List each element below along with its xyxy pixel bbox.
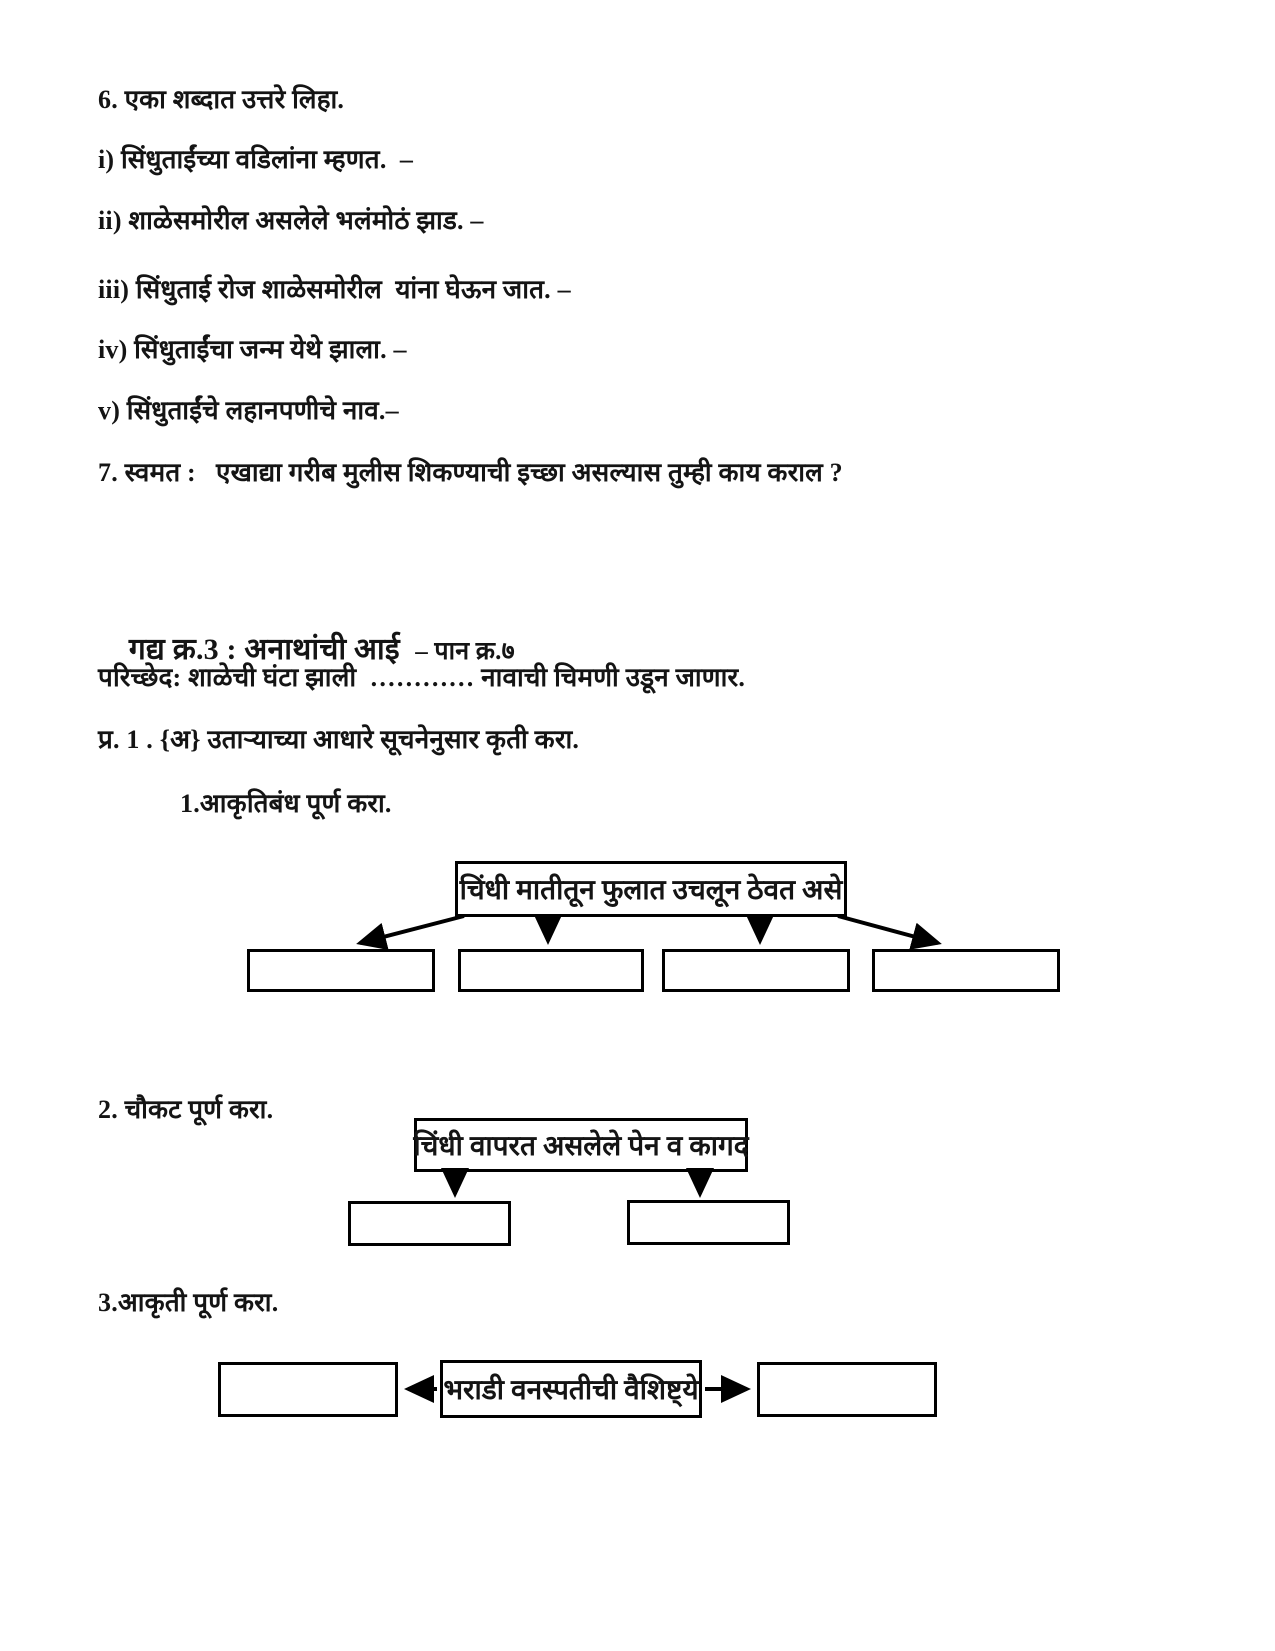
question-6-item-iii: iii) सिंधुताई रोज शाळेसमोरील यांना घेऊन जात. –: [98, 275, 571, 304]
lesson-title-text: गद्य क्र.3 : अनाथांची आई: [128, 633, 416, 666]
question-6-item-i: i) सिंधुताईंच्या वडिलांना म्हणत. –: [98, 145, 414, 174]
question-7: 7. स्वमत : एखाद्या गरीब मुलीस शिकण्याची इच्छा असल्यास तुम्ही काय कराल ?: [98, 458, 843, 487]
answer-box[interactable]: [872, 949, 1060, 992]
arrow-down-left-icon: [360, 916, 464, 943]
activity-3-label: 3.आकृती पूर्ण करा.: [98, 1288, 279, 1317]
lesson-page-ref: – पान क्र.७: [415, 638, 515, 665]
activity-2-label: 2. चौकट पूर्ण करा.: [98, 1095, 274, 1124]
answer-box[interactable]: [662, 949, 850, 992]
answer-box[interactable]: [247, 949, 435, 992]
flowchart-1-source-box: चिंधी मातीतून फुलात उचलून ठेवत असे: [455, 861, 847, 917]
arrow-down-right-icon: [838, 916, 938, 943]
answer-box[interactable]: [757, 1362, 937, 1417]
answer-box[interactable]: [458, 949, 644, 992]
instruction-line: प्र. 1 . {अ} उताऱ्याच्या आधारे सूचनेनुसार कृती करा.: [98, 725, 580, 754]
answer-box[interactable]: [348, 1201, 511, 1246]
flowchart-2-source-box: चिंधी वापरत असलेले पेन व कागद: [414, 1118, 748, 1172]
flowchart-3-center-box: भराडी वनस्पतीची वैशिष्ट्ये: [440, 1360, 702, 1418]
answer-box[interactable]: [627, 1200, 790, 1245]
question-6-item-ii: ii) शाळेसमोरील असलेले भलंमोठं झाड. –: [98, 206, 484, 235]
answer-box[interactable]: [218, 1362, 398, 1417]
question-6-item-v: v) सिंधुताईंचे लहानपणीचे नाव.–: [98, 396, 399, 425]
question-6-heading: 6. एका शब्दात उत्तरे लिहा.: [98, 85, 345, 114]
question-6-item-iv: iv) सिंधुताईंचा जन्म येथे झाला. –: [98, 335, 407, 364]
activity-1-label: 1.आकृतिबंध पूर्ण करा.: [180, 789, 392, 818]
paragraph-reference: परिच्छेद: शाळेची घंटा झाली ………… नावाची चिमणी उडून जाणार.: [98, 663, 746, 692]
